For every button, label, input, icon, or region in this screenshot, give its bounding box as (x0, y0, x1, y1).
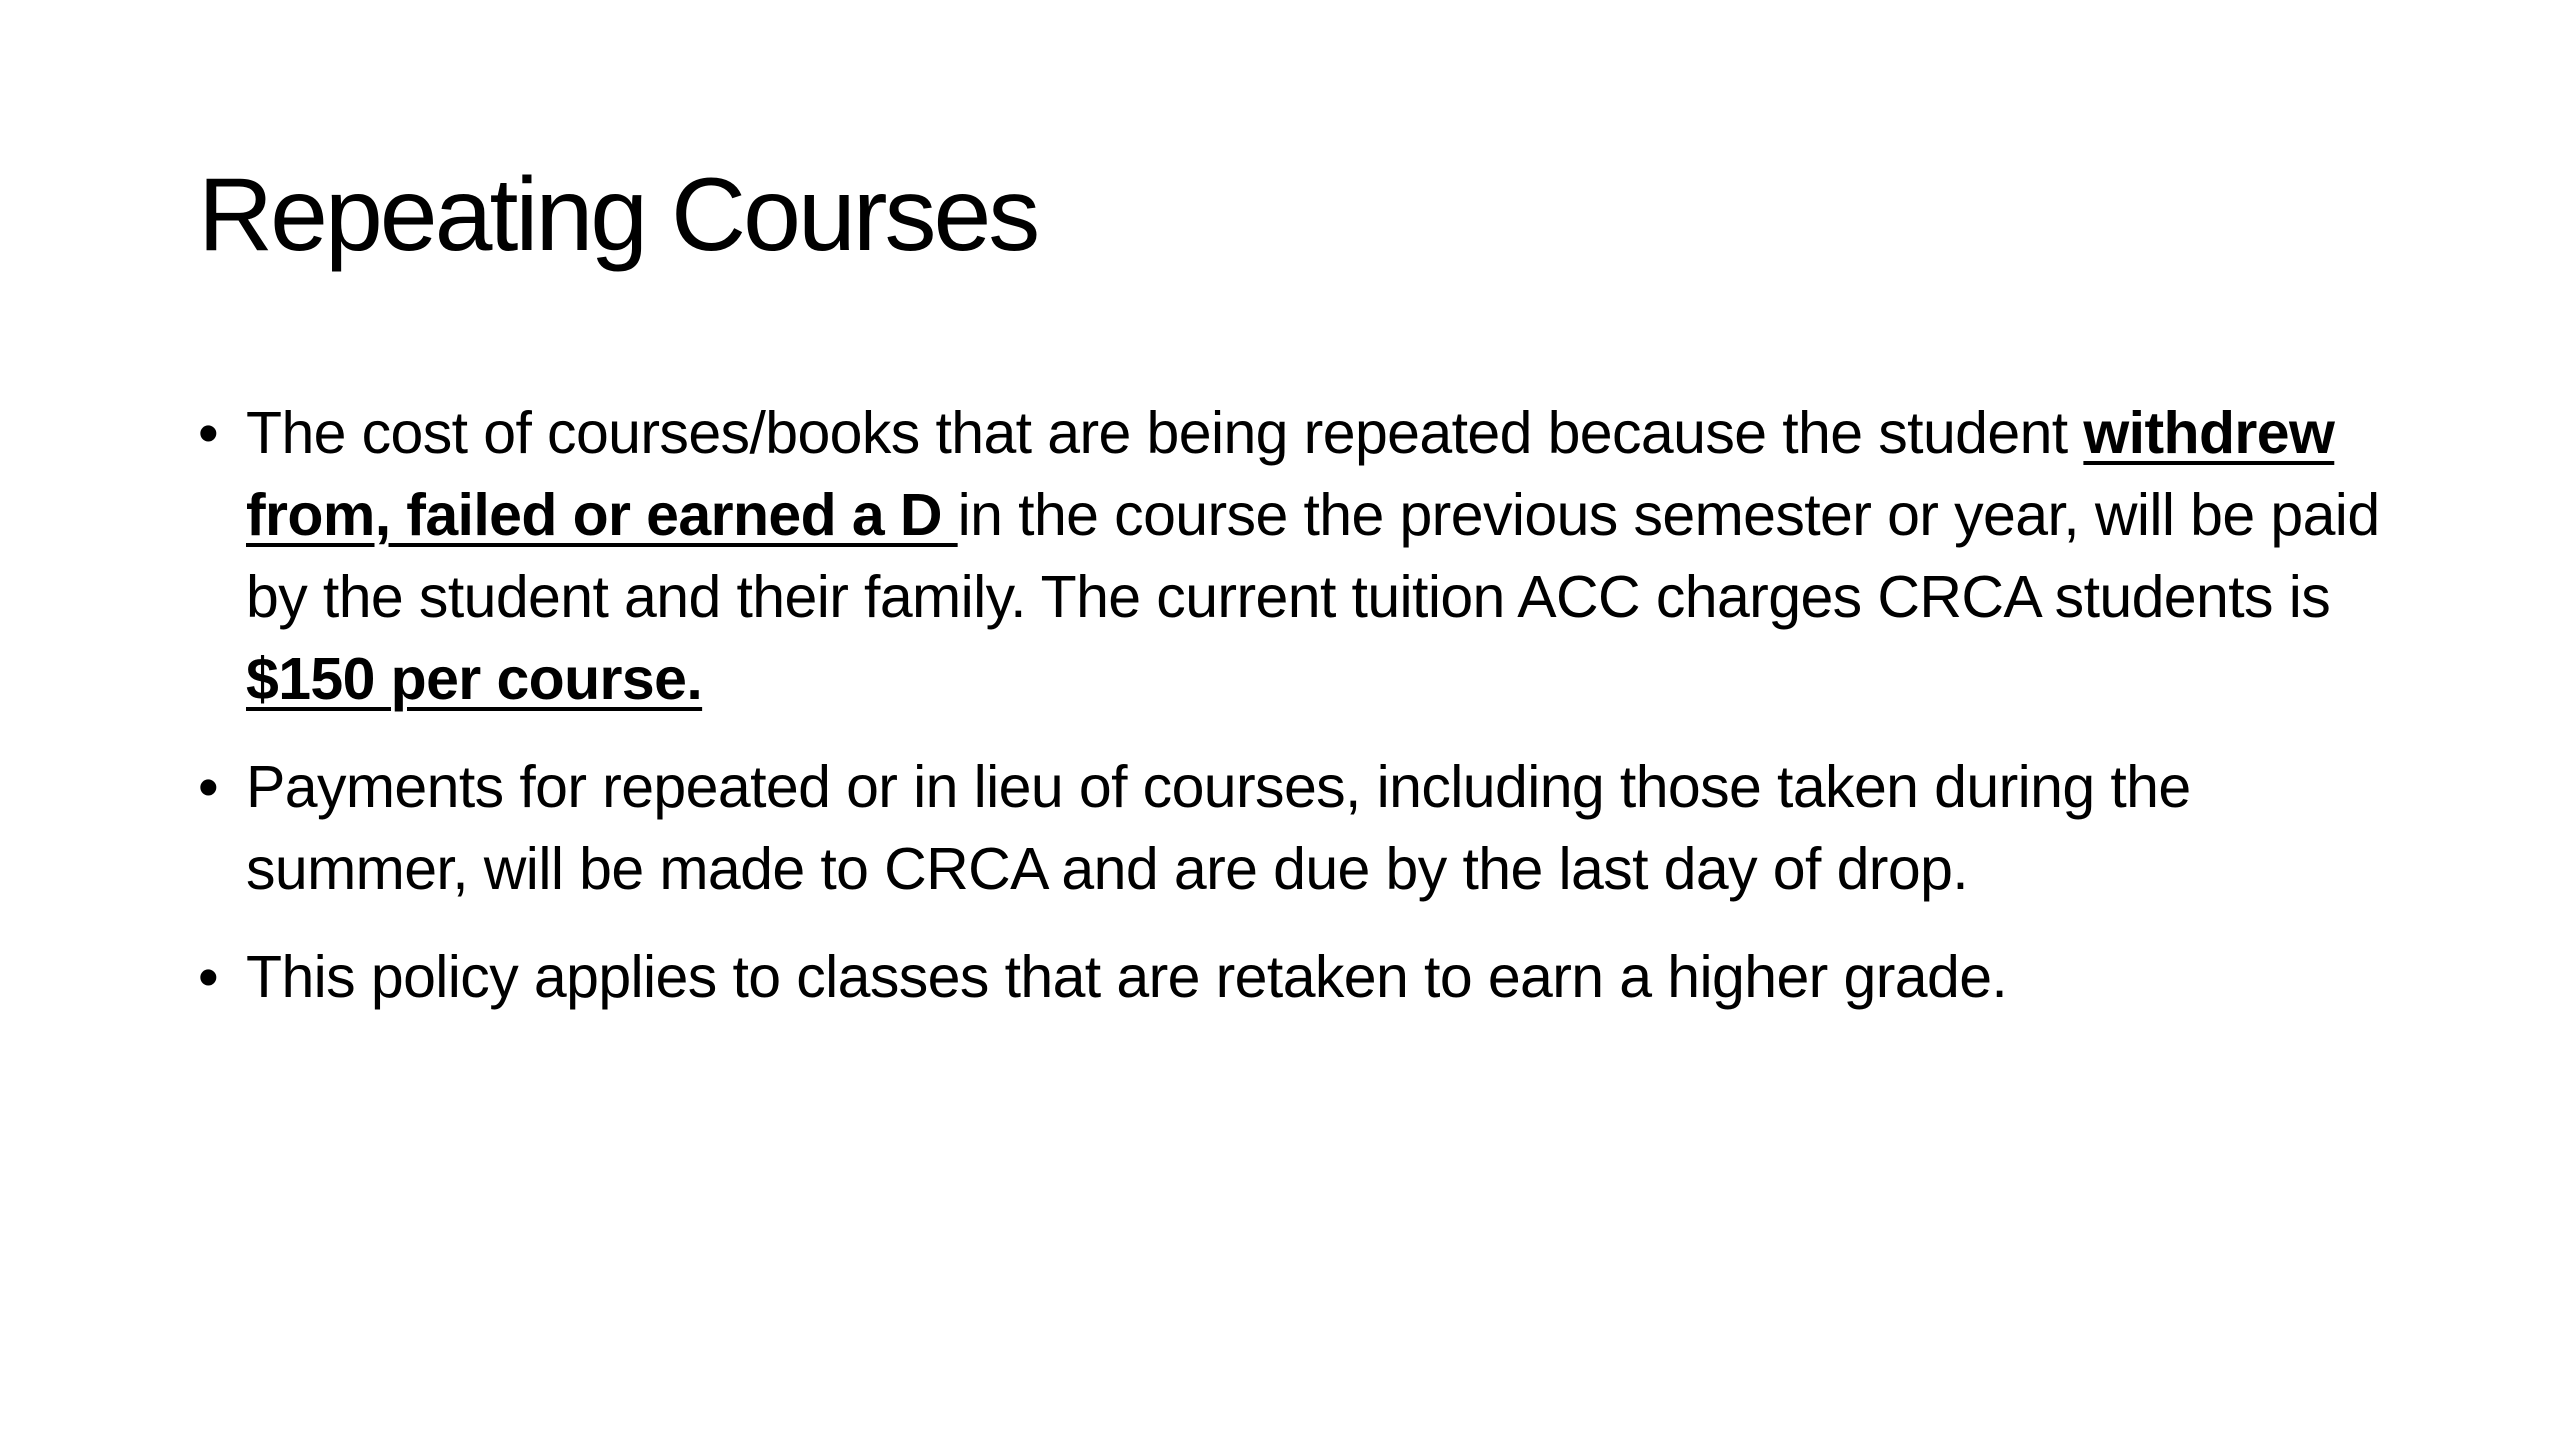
bullet-icon: • (198, 400, 219, 466)
bullet-icon: • (198, 754, 219, 820)
bullet-list (198, 392, 2398, 1044)
bullet-item-payments (198, 746, 2398, 910)
bullet-icon: • (198, 944, 219, 1010)
bullet-item-repeat-cost (198, 392, 2398, 720)
bullet-item-policy-scope (198, 936, 2398, 1018)
emphasis-withdrew-failed-d: withdrew from, failed or earned a D (246, 400, 2335, 548)
bullet-text: Payments for repeated or in lieu of courses, including those taken during the summer, will be made to CRCA and are due by the last day of drop. (246, 754, 2191, 902)
slide-title: Repeating Courses (198, 157, 1038, 273)
bullet-text: in the course the previous semester or year, will be paid by the student and their family. The current tuition ACC charges CRCA students is (246, 482, 2380, 630)
emphasis-tuition-price: $150 per course. (246, 646, 703, 712)
bullet-text: The cost of courses/books that are being repeated because the student (246, 400, 2084, 466)
bullet-text: This policy applies to classes that are retaken to earn a higher grade. (246, 944, 2008, 1010)
